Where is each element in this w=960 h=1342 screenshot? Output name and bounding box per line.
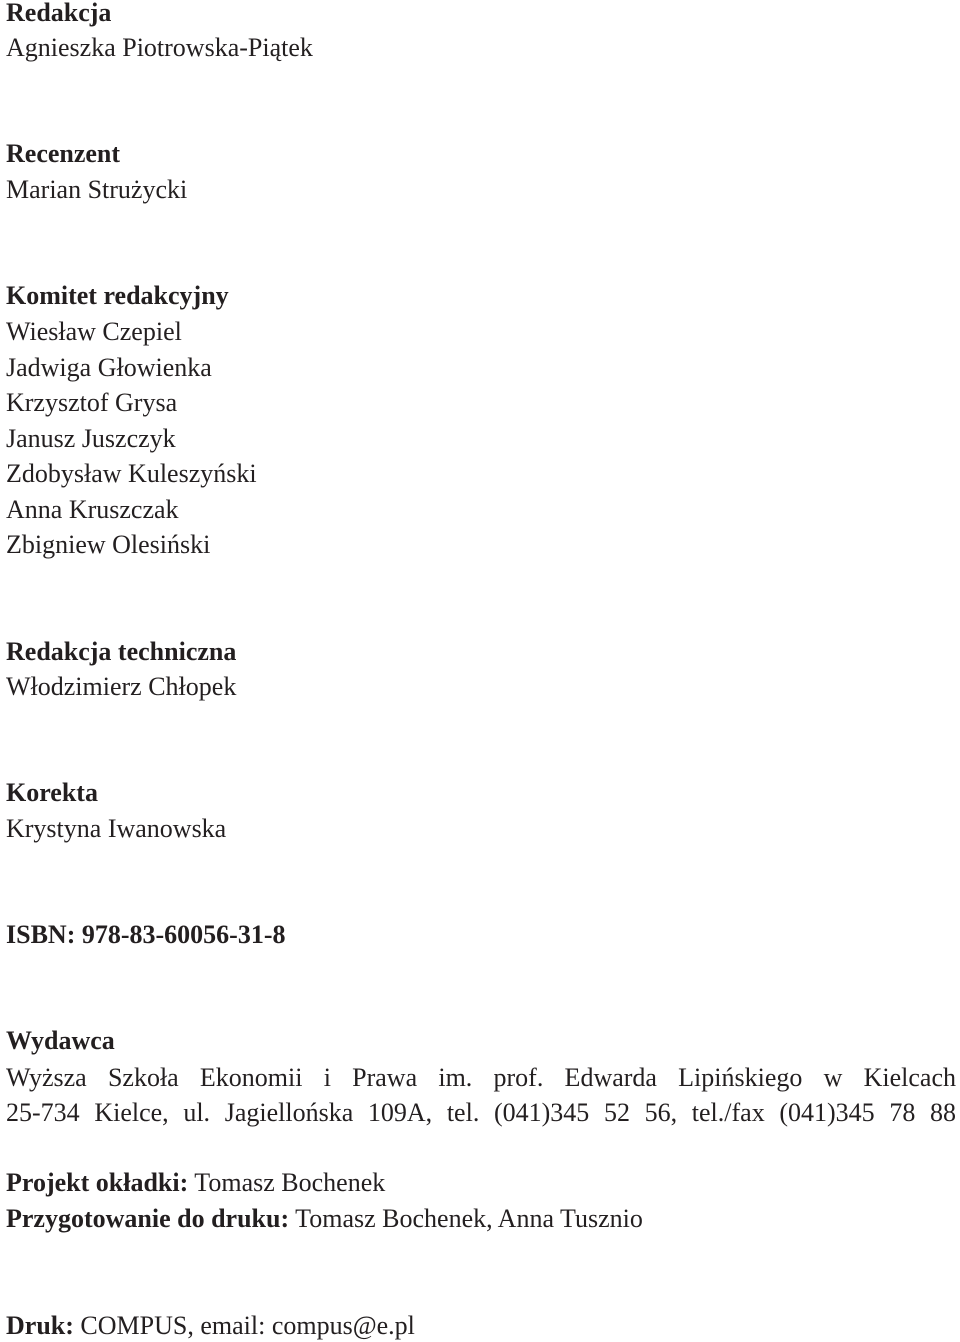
korekta-heading: Korekta xyxy=(6,778,98,807)
komitet-member: Janusz Juszczyk xyxy=(6,424,176,453)
komitet-member: Wiesław Czepiel xyxy=(6,317,182,346)
wydawca-heading: Wydawca xyxy=(6,1026,115,1055)
redakcja-techniczna-heading: Redakcja techniczna xyxy=(6,637,237,666)
redakcja-techniczna-name: Włodzimierz Chłopek xyxy=(6,672,237,701)
komitet-member: Krzysztof Grysa xyxy=(6,388,178,417)
komitet-heading: Komitet redakcyjny xyxy=(6,281,229,310)
projekt-okladki xyxy=(6,1168,385,1198)
recenzent-heading: Recenzent xyxy=(6,139,121,168)
wydawca-name: Wyższa Szkoła Ekonomii i Prawa im. prof. Edwarda Lipińskiego w Kielcach xyxy=(6,1063,956,1092)
isbn: ISBN: 978-83-60056-31-8 xyxy=(6,920,286,949)
komitet-member: Zdobysław Kuleszyński xyxy=(6,459,257,488)
druk xyxy=(6,1311,415,1341)
redakcja-heading: Redakcja xyxy=(6,0,112,27)
komitet-member: Zbigniew Olesiński xyxy=(6,530,211,559)
projekt-okladki-value: Tomasz Bochenek xyxy=(194,1168,386,1197)
korekta-name: Krystyna Iwanowska xyxy=(6,814,227,843)
projekt-okladki-label: Projekt okładki: xyxy=(6,1168,189,1197)
komitet-member: Jadwiga Głowienka xyxy=(6,353,212,382)
wydawca-address: 25-734 Kielce, ul. Jagiellońska 109A, tel. (041)345 52 56, tel./fax (041)345 78 88 xyxy=(6,1098,956,1127)
przygotowanie-do-druku xyxy=(6,1204,643,1234)
druk-value: COMPUS, email: compus@e.pl xyxy=(80,1311,415,1340)
druk-label: Druk: xyxy=(6,1311,74,1340)
przygotowanie-value: Tomasz Bochenek, Anna Tusznio xyxy=(295,1204,643,1233)
komitet-member: Anna Kruszczak xyxy=(6,495,179,524)
przygotowanie-label: Przygotowanie do druku: xyxy=(6,1204,290,1233)
redakcja-name: Agnieszka Piotrowska-Piątek xyxy=(6,33,313,62)
recenzent-name: Marian Strużycki xyxy=(6,175,188,204)
